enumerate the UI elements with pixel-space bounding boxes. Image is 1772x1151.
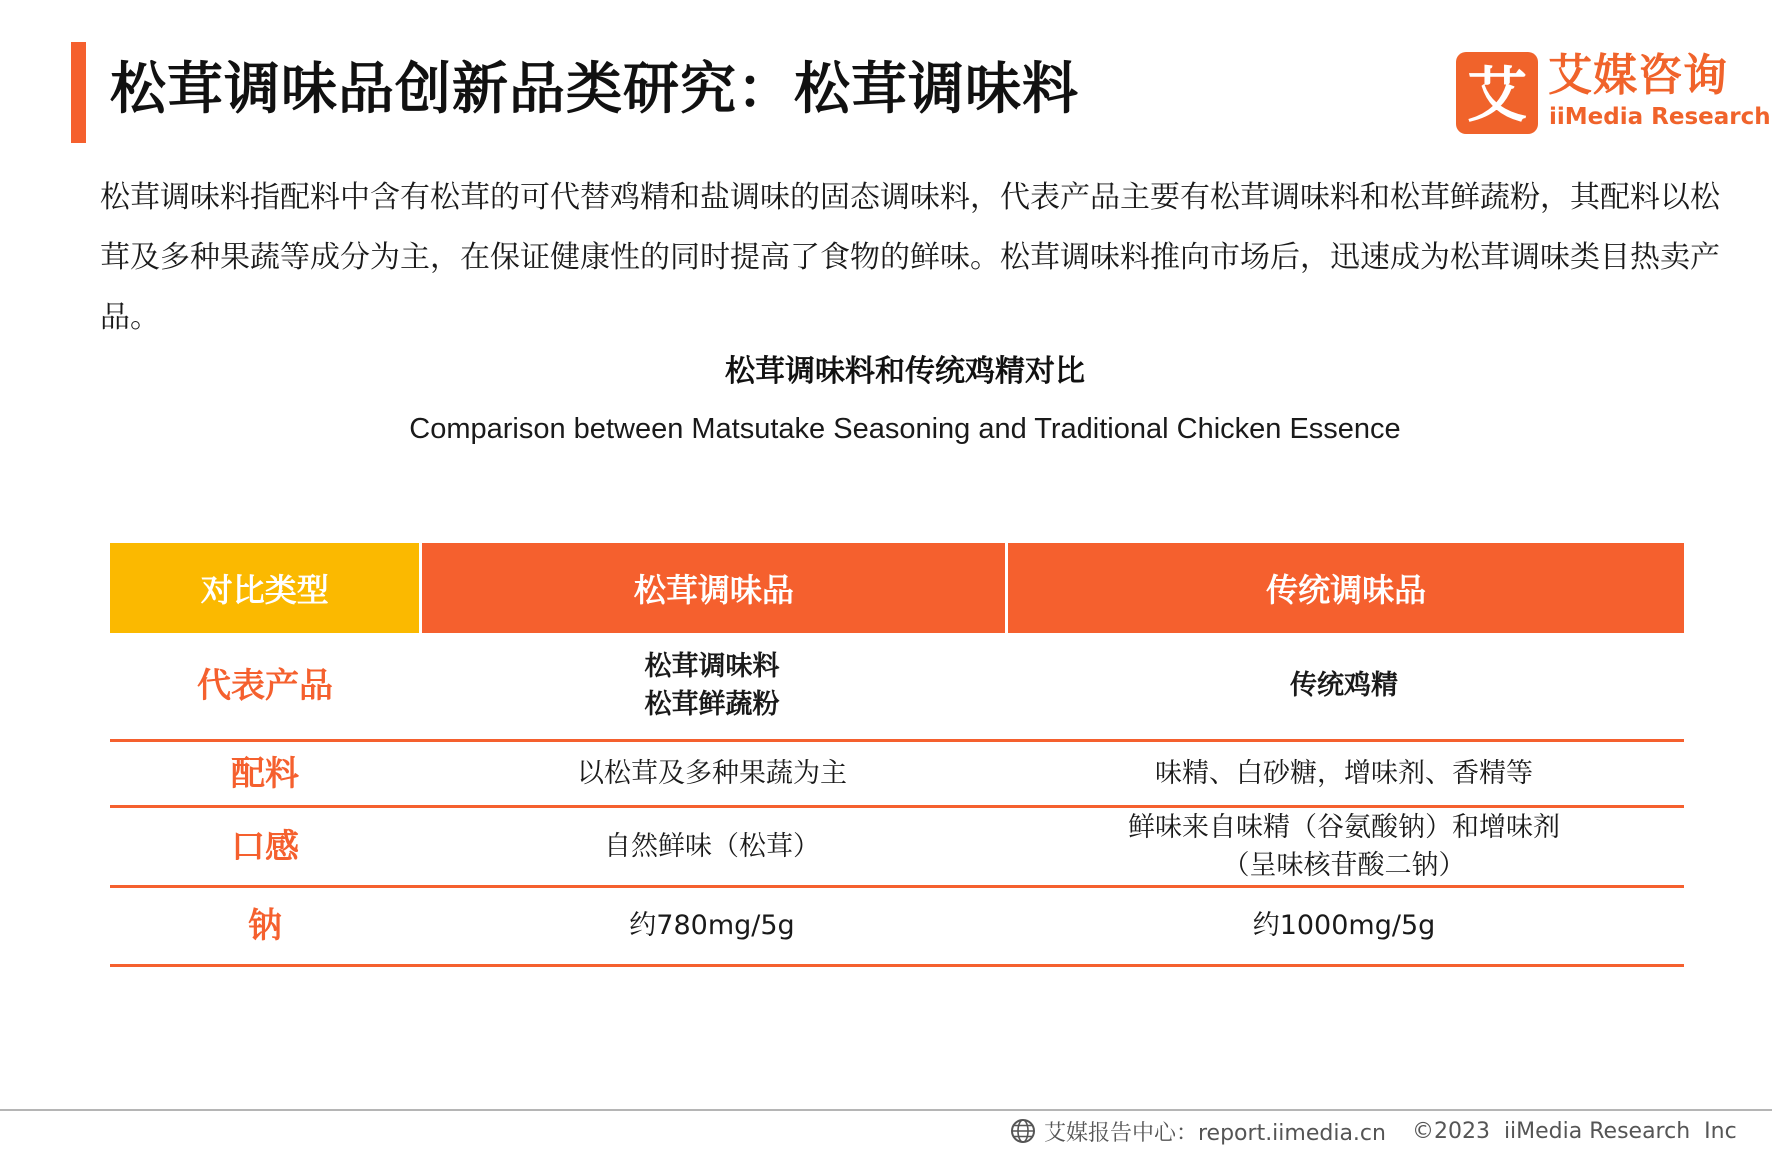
traditional-cell <box>1004 742 1684 805</box>
table-row <box>110 633 1684 742</box>
cell-line: 松茸调味料 <box>644 651 780 682</box>
cell-line: 以松茸及多种果蔬为主 <box>577 757 847 789</box>
cell-line: （呈味核苷酸二钠） <box>1222 849 1466 881</box>
header-cell-traditional: 传统调味品 <box>1005 543 1684 633</box>
table-title: 松茸调味料和传统鸡精对比 <box>725 354 1085 389</box>
cell-line: 味精、白砂糖，增味剂、香精等 <box>1155 757 1533 789</box>
title-accent-bar <box>71 42 86 143</box>
logo-mark-icon <box>1456 52 1538 134</box>
logo <box>1456 48 1771 132</box>
intro-paragraph: 松茸调味料指配料中含有松茸的可代替鸡精和盐调味的固态调味料，代表产品主要有松茸调味料和松茸鲜蔬粉，其配料以松茸及多种果蔬等成分为主，在保证健康性的同时提高了食物的鲜味。松茸调味料推向市场后，迅速成为松茸调味类目热卖产品。 <box>100 180 1720 335</box>
page-title: 松茸调味品创新品类研究：松茸调味料 <box>110 57 1079 122</box>
comparison-table <box>110 543 1684 967</box>
cell-line: 鲜味来自味精（谷氨酸钠）和增味剂 <box>1128 811 1560 843</box>
cell-line: 约1000mg/5g <box>1252 910 1436 941</box>
row-label: 钠 <box>248 906 282 946</box>
logo-text-en: iiMedia Research <box>1549 104 1771 130</box>
matsutake-cell <box>420 808 1004 885</box>
matsutake-cell <box>420 888 1004 964</box>
table-subtitle: Comparison between Matsutake Seasoning and Traditional Chicken Essence <box>409 413 1401 445</box>
cell-line: 约780mg/5g <box>629 910 795 941</box>
footer <box>1010 1112 1737 1150</box>
footer-source-link[interactable]: 艾媒报告中心：report.iimedia.cn <box>1044 1120 1386 1146</box>
cell-line: 传统鸡精 <box>1290 670 1398 701</box>
globe-icon <box>1010 1118 1036 1144</box>
row-label: 代表产品 <box>197 666 333 706</box>
table-header-row <box>110 543 1684 633</box>
traditional-cell <box>1004 633 1684 739</box>
matsutake-cell <box>420 742 1004 805</box>
cell-line: 松茸鲜蔬粉 <box>644 689 780 720</box>
table-row <box>110 808 1684 888</box>
matsutake-cell <box>420 633 1004 739</box>
traditional-cell <box>1004 888 1684 964</box>
traditional-cell <box>1004 808 1684 885</box>
row-label: 配料 <box>231 753 299 794</box>
footer-copyright: ©2023 iiMedia Research Inc <box>1411 1118 1737 1144</box>
table-row <box>110 742 1684 808</box>
logo-mark-char: 艾 <box>1467 61 1527 131</box>
header-cell-matsutake: 松茸调味品 <box>419 543 1005 633</box>
header-cell-type: 对比类型 <box>110 543 419 633</box>
table-row <box>110 888 1684 967</box>
row-label: 口感 <box>231 826 299 867</box>
footer-divider <box>0 1109 1772 1111</box>
cell-line: 自然鲜味（松茸） <box>604 830 820 862</box>
logo-text-cn: 艾媒咨询 <box>1548 50 1728 101</box>
